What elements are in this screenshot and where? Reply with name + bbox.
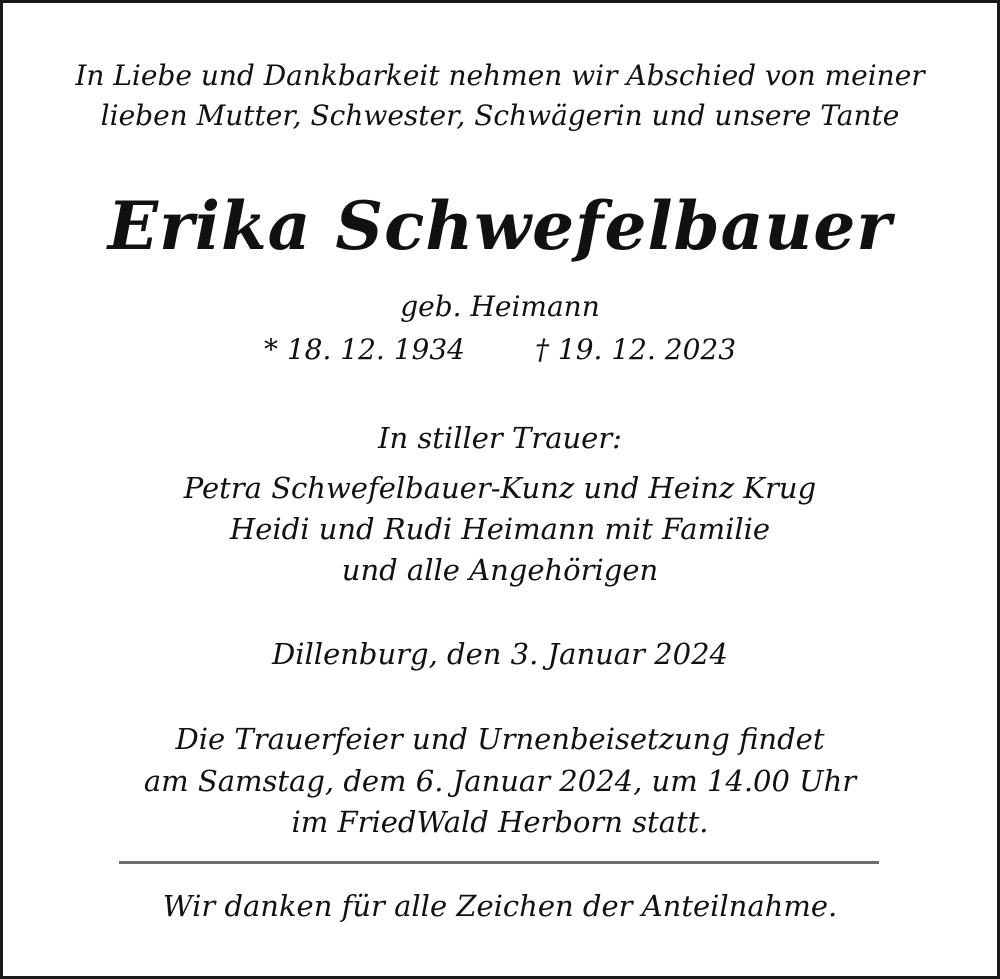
mourner-line-2: Heidi und Rudi Heimann mit Familie [229,512,771,546]
deceased-name: Erika Schwefelbauer [107,187,893,265]
ceremony-line-3: im FriedWald Herborn statt. [291,805,709,839]
ceremony-line-1: Die Trauerfeier und Urnenbeisetzung findet [175,722,825,756]
intro-line-2: lieben Mutter, Schwester, Schwägerin und unsere Tante [100,99,900,132]
mourner-line-1: Petra Schwefelbauer-Kunz und Heinz Krug [183,471,817,505]
maiden-name: geb. Heimann [400,290,600,323]
death-date: † 19. 12. 2023 [535,333,737,366]
ceremony-line-2: am Samstag, dem 6. Januar 2024, um 14.00 Uhr [143,764,857,798]
place-date: Dillenburg, den 3. Januar 2024 [272,637,728,671]
life-dates [3,333,997,366]
thanks-line: Wir danken für alle Zeichen der Anteilnahme. [162,889,838,923]
intro-line-1: In Liebe und Dankbarkeit nehmen wir Abschied von meiner [75,59,925,92]
birth-date: * 18. 12. 1934 [263,333,465,366]
mourner-line-3: und alle Angehörigen [341,553,659,587]
divider-rule [119,861,879,864]
mourners-heading: In stiller Trauer: [378,421,622,455]
